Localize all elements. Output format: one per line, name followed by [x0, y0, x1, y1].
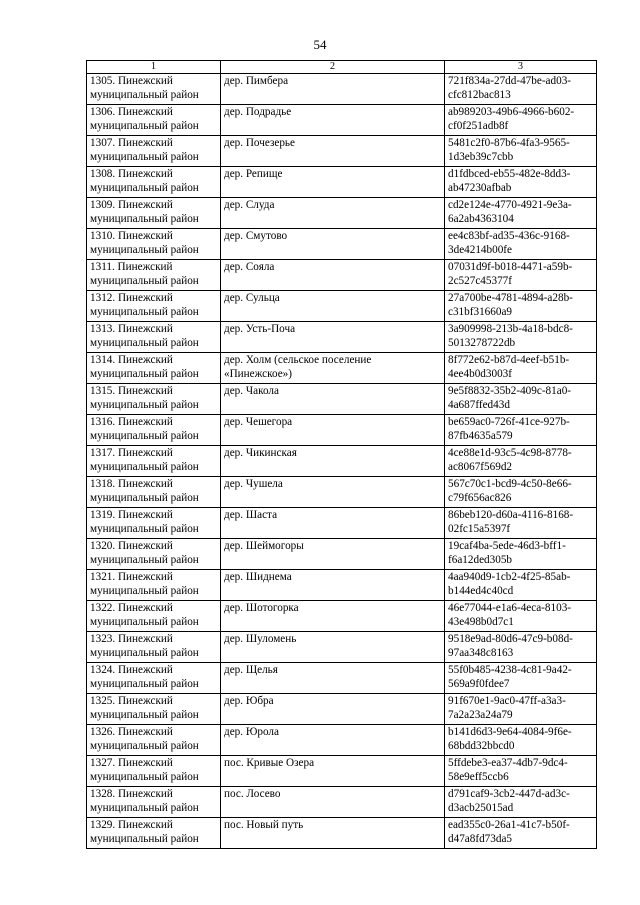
region-cell — [87, 198, 221, 229]
region-cell — [87, 663, 221, 694]
table-row — [87, 105, 597, 136]
settlements-table — [86, 60, 597, 849]
guid-cell-text: cd2e124e-4770-4921-9e3a- 6a2ab4363104 — [448, 199, 572, 225]
table-row — [87, 508, 597, 539]
settlement-cell-text: дер. Пимбера — [224, 75, 289, 87]
region-cell-text: 1309. Пинежский муниципальный район — [90, 199, 199, 225]
region-cell-text: 1312. Пинежский муниципальный район — [90, 292, 199, 318]
guid-cell-text: 55f0b485-4238-4c81-9a42- 569a9f0fdee7 — [448, 664, 572, 690]
guid-cell — [445, 384, 597, 415]
settlement-cell-text: дер. Шуломень — [224, 633, 297, 645]
guid-cell — [445, 446, 597, 477]
settlement-cell-text: пос. Новый путь — [224, 819, 304, 831]
guid-cell — [445, 415, 597, 446]
guid-cell — [445, 539, 597, 570]
guid-cell-text: 721f834a-27dd-47be-ad03- cfc812bac813 — [448, 75, 572, 101]
table-row — [87, 74, 597, 105]
region-cell — [87, 787, 221, 818]
table-row — [87, 787, 597, 818]
region-cell-text: 1325. Пинежский муниципальный район — [90, 695, 199, 721]
settlement-cell-text: пос. Лосево — [224, 788, 281, 800]
settlement-cell — [221, 291, 445, 322]
settlement-cell-text: дер. Слуда — [224, 199, 275, 211]
guid-cell — [445, 663, 597, 694]
region-cell-text: 1326. Пинежский муниципальный район — [90, 726, 199, 752]
settlement-cell — [221, 632, 445, 663]
guid-cell — [445, 818, 597, 849]
settlement-cell-text: дер. Шеймогоры — [224, 540, 304, 552]
table-row — [87, 384, 597, 415]
settlement-cell-text: дер. Чакола — [224, 385, 279, 397]
guid-cell — [445, 353, 597, 384]
guid-cell-text: b141d6d3-9e64-4084-9f6e- 68bdd32bbcd0 — [448, 726, 572, 752]
guid-cell-text: 9518e9ad-80d6-47c9-b08d- 97aa348c8163 — [448, 633, 573, 659]
region-cell — [87, 291, 221, 322]
guid-cell-text: ead355c0-26a1-41c7-b50f- d47a8fd73da5 — [448, 819, 570, 845]
settlement-cell — [221, 539, 445, 570]
settlement-cell — [221, 725, 445, 756]
settlement-cell-text: дер. Чешегора — [224, 416, 293, 428]
table-row — [87, 725, 597, 756]
guid-cell — [445, 694, 597, 725]
region-cell — [87, 570, 221, 601]
region-cell — [87, 384, 221, 415]
guid-cell-text: 5481c2f0-87b6-4fa3-9565- 1d3eb39c7cbb — [448, 137, 570, 163]
table-row — [87, 353, 597, 384]
guid-cell-text: 4ce88e1d-93c5-4c98-8778- ac8067f569d2 — [448, 447, 572, 473]
settlement-cell-text: пос. Кривые Озера — [224, 757, 315, 769]
region-cell — [87, 694, 221, 725]
table-row — [87, 818, 597, 849]
settlement-cell-text: дер. Усть-Поча — [224, 323, 296, 335]
region-cell-text: 1323. Пинежский муниципальный район — [90, 633, 199, 659]
region-cell — [87, 136, 221, 167]
settlement-cell-text: дер. Шаста — [224, 509, 278, 521]
region-cell-text: 1328. Пинежский муниципальный район — [90, 788, 199, 814]
region-cell — [87, 74, 221, 105]
settlement-cell-text: дер. Сульца — [224, 292, 280, 304]
settlement-cell — [221, 508, 445, 539]
table-row — [87, 260, 597, 291]
settlement-cell-text: дер. Почезерье — [224, 137, 296, 149]
guid-cell-text: be659ac0-726f-41ce-927b- 87fb4635a579 — [448, 416, 570, 442]
table-row — [87, 663, 597, 694]
region-cell — [87, 756, 221, 787]
settlement-cell — [221, 601, 445, 632]
region-cell-text: 1329. Пинежский муниципальный район — [90, 819, 199, 845]
guid-cell — [445, 105, 597, 136]
settlement-cell — [221, 74, 445, 105]
guid-cell-text: 19caf4ba-5ede-46d3-bff1- f6a12ded305b — [448, 540, 566, 566]
settlement-cell — [221, 477, 445, 508]
settlement-cell-text: дер. Шотогорка — [224, 602, 299, 614]
region-cell-text: 1316. Пинежский муниципальный район — [90, 416, 199, 442]
table-row — [87, 477, 597, 508]
settlement-cell-text: дер. Чикинская — [224, 447, 297, 459]
guid-cell-text: 46e77044-e1a6-4eca-8103- 43e498b0d7c1 — [448, 602, 572, 628]
settlement-cell — [221, 136, 445, 167]
region-cell-text: 1324. Пинежский муниципальный район — [90, 664, 199, 690]
region-cell-text: 1322. Пинежский муниципальный район — [90, 602, 199, 628]
page-number: 54 — [313, 37, 327, 52]
table-row — [87, 291, 597, 322]
guid-cell-text: 91f670e1-9ac0-47ff-a3a3- 7a2a23a24a79 — [448, 695, 566, 721]
guid-cell — [445, 74, 597, 105]
guid-cell — [445, 508, 597, 539]
region-cell — [87, 539, 221, 570]
guid-cell — [445, 291, 597, 322]
region-cell — [87, 415, 221, 446]
settlement-cell — [221, 260, 445, 291]
region-cell-text: 1320. Пинежский муниципальный район — [90, 540, 199, 566]
guid-cell — [445, 198, 597, 229]
guid-cell — [445, 570, 597, 601]
settlement-cell — [221, 694, 445, 725]
settlement-cell-text: дер. Репище — [224, 168, 283, 180]
table-row — [87, 632, 597, 663]
table-row — [87, 136, 597, 167]
guid-cell — [445, 322, 597, 353]
table-row — [87, 322, 597, 353]
region-cell-text: 1313. Пинежский муниципальный район — [90, 323, 199, 349]
region-cell — [87, 818, 221, 849]
table-row — [87, 229, 597, 260]
settlement-cell-text: дер. Чушела — [224, 478, 283, 490]
region-cell — [87, 229, 221, 260]
guid-cell — [445, 260, 597, 291]
settlement-cell-text: дер. Юбра — [224, 695, 274, 707]
region-cell-text: 1317. Пинежский муниципальный район — [90, 447, 199, 473]
region-cell — [87, 601, 221, 632]
guid-cell-text: 27a700be-4781-4894-a28b- c31bf31660a9 — [448, 292, 573, 318]
region-cell-text: 1321. Пинежский муниципальный район — [90, 571, 199, 597]
guid-cell-text: 567c70c1-bcd9-4c50-8e66- c79f656ac826 — [448, 478, 572, 504]
region-cell-text: 1310. Пинежский муниципальный район — [90, 230, 199, 256]
settlement-cell — [221, 167, 445, 198]
settlement-cell-text: дер. Сояла — [224, 261, 275, 273]
guid-cell — [445, 477, 597, 508]
settlement-cell — [221, 756, 445, 787]
table-row — [87, 198, 597, 229]
guid-cell-text: 5ffdebe3-ea37-4db7-9dc4- 58e9eff5ccb6 — [448, 757, 568, 783]
guid-cell — [445, 601, 597, 632]
settlement-cell-text: дер. Подрадье — [224, 106, 292, 118]
column-header-3: 3 — [445, 61, 597, 74]
region-cell — [87, 477, 221, 508]
region-cell — [87, 322, 221, 353]
region-cell-text: 1327. Пинежский муниципальный район — [90, 757, 199, 783]
settlement-cell — [221, 663, 445, 694]
table-row — [87, 446, 597, 477]
table-row — [87, 756, 597, 787]
settlement-cell — [221, 787, 445, 818]
table-row — [87, 601, 597, 632]
region-cell-text: 1311. Пинежский муниципальный район — [90, 261, 199, 287]
table-row — [87, 539, 597, 570]
settlement-cell — [221, 818, 445, 849]
table-row — [87, 694, 597, 725]
guid-cell-text: 3a909998-213b-4a18-bdc8- 5013278722db — [448, 323, 573, 349]
settlement-cell — [221, 198, 445, 229]
guid-cell — [445, 136, 597, 167]
guid-cell-text: 4aa940d9-1cb2-4f25-85ab- b144ed4c40cd — [448, 571, 571, 597]
settlement-cell — [221, 570, 445, 601]
settlement-cell — [221, 384, 445, 415]
region-cell — [87, 725, 221, 756]
guid-cell-text: 9e5f8832-35b2-409c-81a0- 4a687ffed43d — [448, 385, 572, 411]
region-cell — [87, 105, 221, 136]
guid-cell — [445, 229, 597, 260]
column-header-1: 1 — [87, 61, 221, 74]
region-cell — [87, 167, 221, 198]
region-cell-text: 1307. Пинежский муниципальный район — [90, 137, 199, 163]
guid-cell-text: d791caf9-3cb2-447d-ad3c- d3acb25015ad — [448, 788, 570, 814]
guid-cell-text: 86beb120-d60a-4116-8168- 02fc15a5397f — [448, 509, 574, 535]
region-cell-text: 1319. Пинежский муниципальный район — [90, 509, 199, 535]
region-cell — [87, 508, 221, 539]
settlement-cell — [221, 322, 445, 353]
guid-cell — [445, 632, 597, 663]
guid-cell-text: 8f772e62-b87d-4eef-b51b- 4ee4b0d3003f — [448, 354, 570, 380]
settlement-cell-text: дер. Смутово — [224, 230, 288, 242]
table-row — [87, 415, 597, 446]
guid-cell — [445, 725, 597, 756]
settlement-cell — [221, 229, 445, 260]
guid-cell — [445, 756, 597, 787]
settlement-cell — [221, 415, 445, 446]
region-cell-text: 1318. Пинежский муниципальный район — [90, 478, 199, 504]
guid-cell — [445, 787, 597, 818]
guid-cell-text: ee4c83bf-ad35-436c-9168- 3de4214b00fe — [448, 230, 570, 256]
settlement-cell-text: дер. Щелья — [224, 664, 278, 676]
region-cell — [87, 632, 221, 663]
settlement-cell — [221, 353, 445, 384]
column-header-2: 2 — [221, 61, 445, 74]
region-cell-text: 1305. Пинежский муниципальный район — [90, 75, 199, 101]
region-cell-text: 1315. Пинежский муниципальный район — [90, 385, 199, 411]
table-row — [87, 570, 597, 601]
settlement-cell — [221, 105, 445, 136]
region-cell — [87, 446, 221, 477]
table-row — [87, 167, 597, 198]
table-header-row — [87, 61, 597, 74]
region-cell — [87, 353, 221, 384]
guid-cell-text: ab989203-49b6-4966-b602- cf0f251adb8f — [448, 106, 575, 132]
region-cell-text: 1308. Пинежский муниципальный район — [90, 168, 199, 194]
settlement-cell-text: дер. Холм (сельское поселение «Пинежское») — [224, 354, 372, 380]
region-cell — [87, 260, 221, 291]
guid-cell — [445, 167, 597, 198]
settlement-cell-text: дер. Юрола — [224, 726, 279, 738]
settlement-cell-text: дер. Шиднема — [224, 571, 292, 583]
region-cell-text: 1306. Пинежский муниципальный район — [90, 106, 199, 132]
settlement-cell — [221, 446, 445, 477]
guid-cell-text: 07031d9f-b018-4471-a59b- 2c527c45377f — [448, 261, 573, 287]
region-cell-text: 1314. Пинежский муниципальный район — [90, 354, 199, 380]
guid-cell-text: d1fdbced-eb55-482e-8dd3- ab47230afbab — [448, 168, 571, 194]
